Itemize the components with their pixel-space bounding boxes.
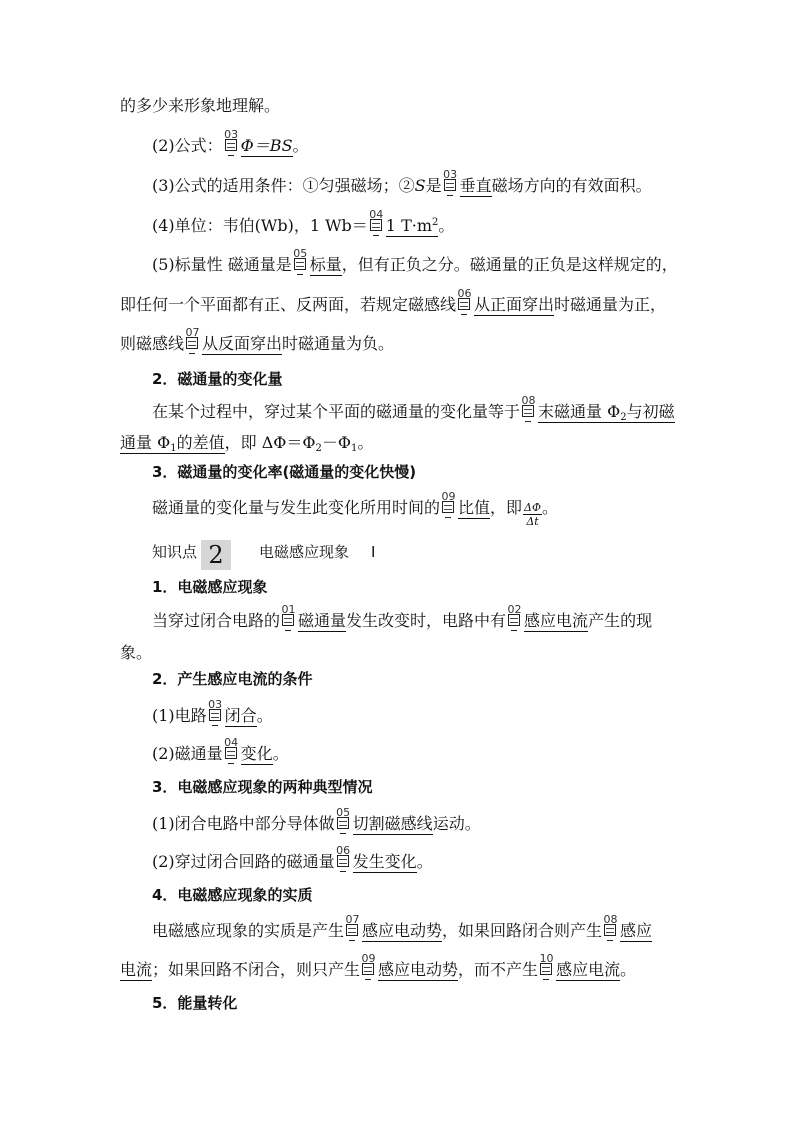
text-line: [152, 806, 481, 834]
blank-box-icon: [370, 219, 382, 231]
blank-number: 05: [293, 247, 308, 260]
line-text: 。: [438, 216, 455, 235]
line-text: 当穿过闭合电路的: [152, 611, 281, 630]
blank-marker: [345, 913, 360, 940]
line-text: 即任何一个平面都有正、反两面，若规定磁感线: [120, 295, 457, 314]
line-text: 。: [620, 960, 637, 979]
subscript: 1: [351, 443, 358, 454]
text-line: [120, 326, 395, 354]
blank-tick-icon: [228, 155, 234, 156]
answer-text: 垂直: [459, 176, 492, 195]
blank-box-icon: [540, 963, 552, 975]
blank-tick-icon: [461, 314, 467, 315]
blank-number: 04: [224, 736, 239, 749]
blank-box-icon: [225, 139, 237, 151]
blank-marker: [185, 326, 200, 353]
blank-marker: [521, 394, 536, 421]
section-heading: 3．磁通量的变化率(磁通量的变化快慢): [152, 463, 417, 481]
answer-text: 感应电流: [556, 960, 621, 979]
blank-marker: [603, 913, 618, 940]
blank-marker: [457, 287, 472, 314]
answer-text: 从反面穿出: [202, 334, 283, 353]
text-line: [120, 952, 637, 980]
answer-text: 与初磁: [626, 402, 675, 421]
blank-tick-icon: [285, 630, 291, 631]
knowledge-point-level: Ⅰ: [371, 543, 376, 561]
blank-tick-icon: [543, 979, 549, 980]
blank-number: 06: [457, 287, 472, 300]
blank-box-icon: [508, 614, 520, 626]
line-text: 磁通量的变化量与发生此变化所用时间的: [152, 498, 441, 517]
blank-marker: [361, 952, 376, 979]
blank-marker: [443, 168, 458, 195]
line-text: 电磁感应现象的实质是产生: [152, 921, 345, 940]
blank-marker: [281, 603, 296, 630]
blank-tick-icon: [189, 353, 195, 354]
blank-marker: [224, 736, 239, 763]
text-line: [120, 433, 373, 459]
answer-text: 比值: [458, 498, 491, 517]
section-heading: 3．电磁感应现象的两种典型情况: [152, 778, 373, 796]
blank-tick-icon: [297, 274, 303, 275]
blank-box-icon: [337, 817, 349, 829]
answer-text: 感应: [620, 921, 653, 940]
line-text: 是: [425, 176, 442, 195]
line-text: 产生的现: [588, 611, 653, 630]
line-text: (2)公式：: [152, 136, 223, 155]
section-heading: 4．电磁感应现象的实质: [152, 886, 313, 904]
section-heading: 2．磁通量的变化量: [152, 370, 283, 388]
text-line: [152, 394, 675, 428]
line-text: 。: [542, 498, 559, 517]
blank-box-icon: [522, 405, 534, 417]
answer-text: 磁通量: [298, 611, 347, 630]
blank-box-icon: [442, 501, 454, 513]
text-line: [152, 490, 559, 528]
blank-box-icon: [294, 258, 306, 270]
answer-text: 感应电动势: [362, 921, 443, 940]
blank-number: 09: [441, 490, 456, 503]
subscript: 1: [170, 443, 177, 454]
line-text: 的多少来形象地理解。: [120, 96, 281, 115]
line-text: 象。: [120, 643, 153, 662]
answer-text: 切割磁感线: [352, 814, 433, 833]
blank-tick-icon: [511, 630, 517, 631]
line-text: －Φ: [321, 433, 351, 452]
condition-line: [152, 168, 652, 196]
blank-number: 09: [361, 952, 376, 965]
fraction-numerator: ΔΦ: [524, 501, 542, 514]
line-text: (2)穿过闭合回路的磁通量: [152, 852, 335, 871]
line-text: ，即 ΔΦ＝Φ: [224, 433, 316, 452]
line-text: (3)公式的适用条件：①匀强磁场；②: [152, 176, 415, 195]
blank-marker: [208, 698, 223, 725]
line-text: 在某个过程中，穿过某个平面的磁通量的变化量等于: [152, 402, 521, 421]
blank-marker: [336, 806, 351, 833]
fraction: [523, 501, 542, 528]
line-text: 发生改变时，电路中有: [346, 611, 507, 630]
blank-number: 03: [443, 168, 458, 181]
line-text: ，即: [490, 498, 523, 517]
knowledge-point-title: 电磁感应现象: [259, 543, 350, 561]
blank-number: 08: [603, 913, 618, 926]
blank-tick-icon: [212, 725, 218, 726]
blank-number: 07: [345, 913, 360, 926]
symbol-text: S: [414, 176, 426, 195]
blank-box-icon: [209, 709, 221, 721]
line-text: (1)闭合电路中部分导体做: [152, 814, 335, 833]
formula-text: Φ＝B: [240, 136, 282, 155]
blank-marker: [441, 490, 456, 517]
answer-text: 的差值: [176, 433, 225, 452]
line-text: 磁场方向的有效面积。: [491, 176, 652, 195]
line-text: 时磁通量为正，: [554, 295, 667, 314]
text-line: [152, 913, 653, 941]
text-line: [120, 96, 280, 116]
section-heading: 5．能量转化: [152, 994, 238, 1012]
formula-text: S: [281, 136, 293, 155]
answer-text: 末磁通量 Φ: [538, 402, 621, 421]
blank-tick-icon: [340, 833, 346, 834]
blank-number: 07: [185, 326, 200, 339]
line-text: (4)单位：韦伯(Wb)，1 Wb＝: [152, 216, 368, 235]
blank-number: 05: [336, 806, 351, 819]
text-line: [152, 603, 653, 631]
blank-number: 08: [521, 394, 536, 407]
line-text: 。: [357, 433, 374, 452]
blank-box-icon: [282, 614, 294, 626]
line-text: 。: [256, 706, 273, 725]
answer-text: 从正面穿出: [474, 295, 555, 314]
knowledge-point-number: 2: [201, 540, 231, 570]
line-text: ，但有正负之分。磁通量的正负是这样规定的，: [341, 255, 678, 274]
answer-text: 1 T·m: [385, 216, 432, 235]
blank-marker: [336, 844, 351, 871]
blank-marker: [507, 603, 522, 630]
line-text: 。: [416, 852, 433, 871]
blank-number: 06: [336, 844, 351, 857]
answer-text: 发生变化: [352, 852, 417, 871]
answer-text: 闭合: [224, 706, 257, 725]
blank-tick-icon: [525, 421, 531, 422]
line-text: 。: [272, 744, 289, 763]
answer-text: 通量 Φ: [120, 433, 171, 452]
blank-number: 01: [281, 603, 296, 616]
line-text: ，而不产生: [458, 960, 539, 979]
knowledge-point-label: 知识点: [152, 543, 198, 561]
unit-line: [152, 208, 455, 236]
text-line: [152, 247, 678, 275]
knowledge-point-header: [152, 540, 375, 570]
line-text: (5)标量性 磁通量是: [152, 255, 292, 274]
blank-tick-icon: [445, 517, 451, 518]
formula-line: [152, 128, 309, 156]
blank-tick-icon: [607, 940, 613, 941]
text-line: [152, 736, 289, 764]
text-line: [152, 698, 273, 726]
line-text: 运动。: [432, 814, 481, 833]
subscript: 2: [315, 443, 322, 454]
blank-tick-icon: [447, 195, 453, 196]
answer-text: 感应电流: [524, 611, 589, 630]
line-text: 时磁通量为负。: [282, 334, 395, 353]
fraction-denominator: Δt: [526, 515, 539, 528]
blank-number: 10: [539, 952, 554, 965]
line-text: (1)电路: [152, 706, 207, 725]
answer-text: 感应电动势: [378, 960, 459, 979]
text-line: [120, 643, 152, 663]
superscript: 2: [432, 217, 439, 228]
line-text: ，如果回路闭合则产生: [442, 921, 603, 940]
blank-tick-icon: [349, 940, 355, 941]
blank-box-icon: [444, 179, 456, 191]
section-heading: 1．电磁感应现象: [152, 578, 268, 596]
blank-tick-icon: [228, 763, 234, 764]
blank-number: 03: [224, 128, 239, 141]
section-heading: 2．产生感应电流的条件: [152, 670, 313, 688]
blank-marker: [293, 247, 308, 274]
blank-tick-icon: [340, 871, 346, 872]
blank-number: 03: [208, 698, 223, 711]
text-line: [152, 844, 433, 872]
blank-box-icon: [337, 855, 349, 867]
blank-box-icon: [362, 963, 374, 975]
line-text: ；如果回路不闭合，则只产生: [152, 960, 361, 979]
text-line: [120, 287, 667, 315]
blank-box-icon: [604, 924, 616, 936]
blank-marker: [539, 952, 554, 979]
answer-text: 变化: [240, 744, 273, 763]
answer-text: 标量: [309, 255, 342, 274]
answer-text: 电流: [120, 960, 153, 979]
line-text: 。: [292, 136, 309, 155]
blank-marker: [369, 208, 384, 235]
blank-tick-icon: [373, 235, 379, 236]
blank-number: 04: [369, 208, 384, 221]
line-text: 则磁感线: [120, 334, 185, 353]
blank-marker: [224, 128, 239, 155]
blank-box-icon: [458, 298, 470, 310]
line-text: (2)磁通量: [152, 744, 223, 763]
blank-box-icon: [346, 924, 358, 936]
blank-number: 02: [507, 603, 522, 616]
blank-tick-icon: [365, 979, 371, 980]
blank-box-icon: [225, 747, 237, 759]
subscript: 2: [620, 412, 627, 423]
blank-box-icon: [186, 337, 198, 349]
